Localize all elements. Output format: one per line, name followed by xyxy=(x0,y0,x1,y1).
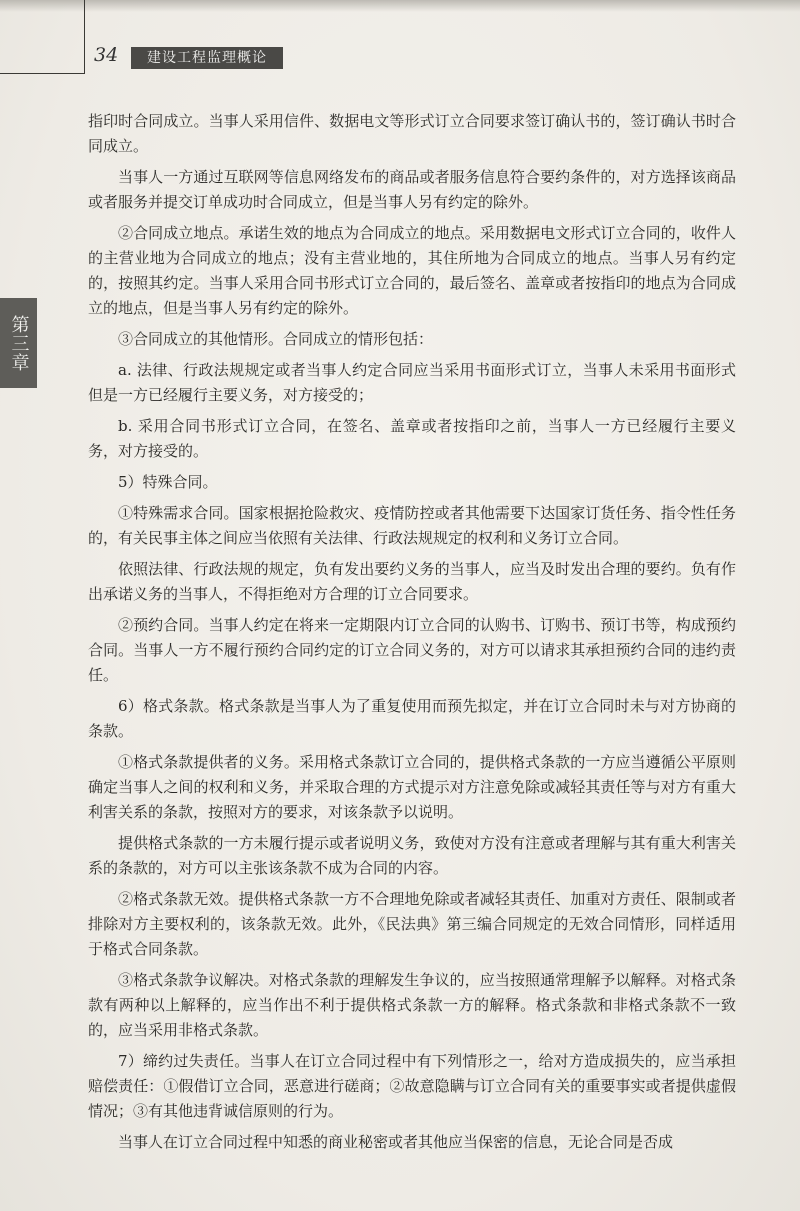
paragraph: 5）特殊合同。 xyxy=(118,473,218,491)
paragraph: 依照法律、行政法规的规定，负有发出要约义务的当事人，应当及时发出合理的要约。负有作出承诺义务的当事人，不得拒绝对方合理的订立合同要求。 xyxy=(88,560,736,603)
book-title-banner: 建设工程监理概论 xyxy=(131,47,283,69)
paragraph: 当事人一方通过互联网等信息网络发布的商品或者服务信息符合要约条件的，对方选择该商品或者服务并提交订单成功时合同成立，但是当事人另有约定的除外。 xyxy=(88,168,736,211)
page-number: 34 xyxy=(94,44,119,66)
paragraph: 7）缔约过失责任。当事人在订立合同过程中有下列情形之一，给对方造成损失的，应当承担赔偿责任：①假借订立合同，恶意进行磋商；②故意隐瞒与订立合同有关的重要事实或者提供虚假情况；③有其他违背诚信原则的行为。 xyxy=(88,1052,736,1120)
paragraph: 指印时合同成立。当事人采用信件、数据电文等形式订立合同要求签订确认书的，签订确认书时合同成立。 xyxy=(88,112,736,155)
body-text xyxy=(88,109,736,1155)
paragraph: ③合同成立的其他情形。合同成立的情形包括： xyxy=(118,330,434,348)
paragraph: ②预约合同。当事人约定在将来一定期限内订立合同的认购书、订购书、预订书等，构成预约合同。当事人一方不履行预约合同约定的订立合同义务的，对方可以请求其承担预约合同的违约责任。 xyxy=(88,616,736,684)
paragraph: 当事人在订立合同过程中知悉的商业秘密或者其他应当保密的信息，无论合同是否成 xyxy=(118,1133,674,1151)
paragraph: b. 采用合同书形式订立合同，在签名、盖章或者按指印之前，当事人一方已经履行主要义务，对方接受的。 xyxy=(88,417,736,460)
header-horizontal-rule xyxy=(0,73,84,74)
header-vertical-rule xyxy=(84,0,85,74)
paragraph: ②格式条款无效。提供格式条款一方不合理地免除或者减轻其责任、加重对方责任、限制或者排除对方主要权利的，该条款无效。此外，《民法典》第三编合同规定的无效合同情形，同样适用于格式合同条款。 xyxy=(88,890,736,958)
chapter-side-tab: 第三章 xyxy=(0,298,37,388)
paragraph: 6）格式条款。格式条款是当事人为了重复使用而预先拟定，并在订立合同时未与对方协商的条款。 xyxy=(88,697,736,740)
page-top-shadow xyxy=(0,0,800,12)
paragraph: ①特殊需求合同。国家根据抢险救灾、疫情防控或者其他需要下达国家订货任务、指令性任务的，有关民事主体之间应当依照有关法律、行政法规规定的权利和义务订立合同。 xyxy=(88,504,736,547)
paragraph: ②合同成立地点。承诺生效的地点为合同成立的地点。采用数据电文形式订立合同的，收件人的主营业地为合同成立的地点；没有主营业地的，其住所地为合同成立的地点。当事人另有约定的，按照其约定。当事人采用合同书形式订立合同的，最后签名、盖章或者按指印的地点为合同成立的地点，但是当事人另有约定的除外。 xyxy=(88,224,736,317)
paragraph: a. 法律、行政法规规定或者当事人约定合同应当采用书面形式订立，当事人未采用书面形式但是一方已经履行主要义务，对方接受的； xyxy=(88,361,736,404)
paragraph: 提供格式条款的一方未履行提示或者说明义务，致使对方没有注意或者理解与其有重大利害关系的条款的，对方可以主张该条款不成为合同的内容。 xyxy=(88,834,736,877)
paragraph: ①格式条款提供者的义务。采用格式条款订立合同的，提供格式条款的一方应当遵循公平原则确定当事人之间的权利和义务，并采取合理的方式提示对方注意免除或减轻其责任等与对方有重大利害关系的条款，按照对方的要求，对该条款予以说明。 xyxy=(88,753,736,821)
paragraph: ③格式条款争议解决。对格式条款的理解发生争议的，应当按照通常理解予以解释。对格式条款有两种以上解释的，应当作出不利于提供格式条款一方的解释。格式条款和非格式条款不一致的，应当采用非格式条款。 xyxy=(88,971,736,1039)
